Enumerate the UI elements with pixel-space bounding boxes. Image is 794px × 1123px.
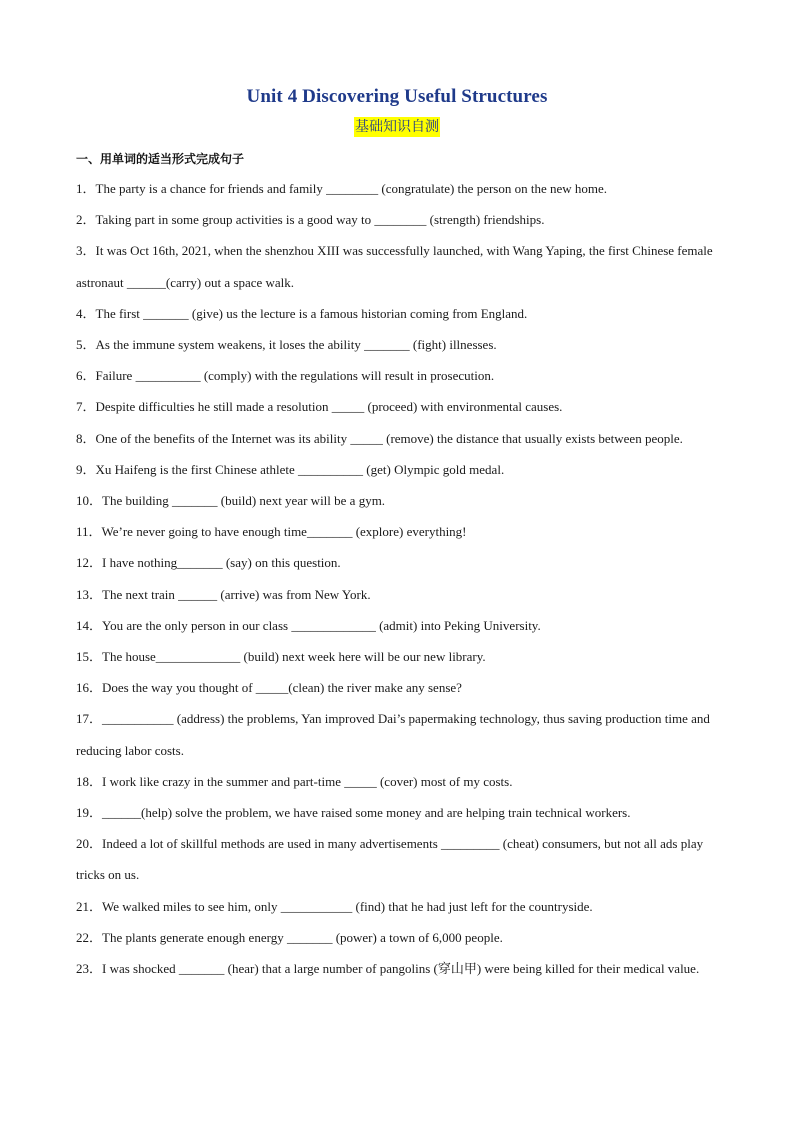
exercise-item-21: 21．We walked miles to see him, only ___________ (find) that he had just left for the countryside. [76,898,593,914]
exercise-item-15: 15．The house_____________ (build) next week here will be our new library. [76,649,486,665]
exercise-item-20: 20．Indeed a lot of skillful methods are used in many advertisements _________ (cheat) consumers, but not all ads play tricks on us. [76,836,704,883]
exercise-item-1: 1．The party is a chance for friends and family ________ (congratulate) the person on the new home. [76,181,608,196]
section-heading: 一、用单词的适当形式完成句子 [76,152,245,166]
exercise-item-14: 14．You are the only person in our class _____________ (admit) into Peking University. [76,617,541,633]
subtitle-wrapper [0,117,794,137]
exercise-item-11: 11．We’re never going to have enough time_______ (explore) everything! [76,524,467,540]
exercise-item-10: 10．The building _______ (build) next year will be a gym. [76,493,386,509]
page-title: Unit 4 Discovering Useful Structures [246,86,548,107]
exercise-item-13: 13．The next train ______ (arrive) was from New York. [76,586,371,602]
exercise-item-6: 6．Failure __________ (comply) with the regulations will result in prosecution. [76,368,495,384]
exercise-item-4: 4．The first _______ (give) us the lecture is a famous historian coming from England. [76,305,528,321]
exercise-item-8: 8．One of the benefits of the Internet was its ability _____ (remove) the distance that usually exists between people. [76,430,683,446]
page-subtitle-highlighted: 基础知识自测 [355,119,439,135]
exercise-item-22: 22．The plants generate enough energy _______ (power) a town of 6,000 people. [76,929,503,945]
exercise-item-17: 17．___________ (address) the problems, Yan improved Dai’s papermaking technology, thus saving production time and reducing labor costs. [76,711,710,758]
exercise-item-3: 3．It was Oct 16th, 2021, when the shenzhou XIII was successfully launched, with Wang Yaping, the first Chinese female astronaut ______(carry) out a space walk. [76,243,713,290]
exercise-item-16: 16．Does the way you thought of _____(clean) the river make any sense? [76,680,462,696]
exercise-item-7: 7．Despite difficulties he still made a resolution _____ (proceed) with environmental causes. [76,399,563,415]
exercise-item-19: 19．______(help) solve the problem, we have raised some money and are helping train technical workers. [76,805,631,821]
exercise-list [76,173,726,984]
exercise-item-23: 23．I was shocked _______ (hear) that a large number of pangolins (穿山甲) were being killed for their medical value. [76,961,700,977]
exercise-item-2: 2．Taking part in some group activities is a good way to ________ (strength) friendships. [76,212,545,228]
exercise-item-18: 18．I work like crazy in the summer and part-time _____ (cover) most of my costs. [76,773,513,789]
exercise-item-12: 12．I have nothing_______ (say) on this question. [76,555,341,571]
exercise-item-9: 9．Xu Haifeng is the first Chinese athlete __________ (get) Olympic gold medal. [76,461,505,477]
exercise-item-5: 5．As the immune system weakens, it loses the ability _______ (fight) illnesses. [76,337,497,353]
